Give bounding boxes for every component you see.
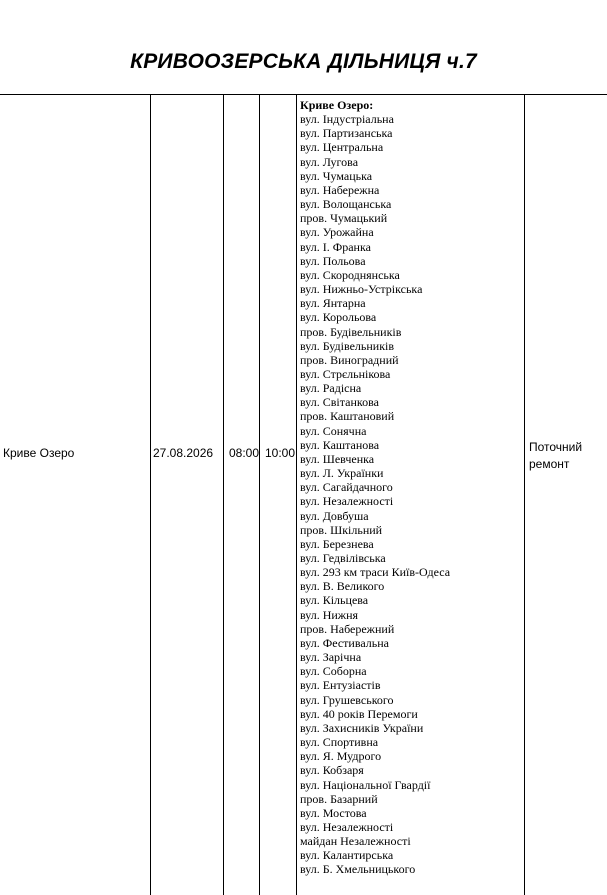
- street-item: вул. Світанкова: [300, 395, 379, 410]
- column-divider: [259, 95, 260, 895]
- street-item: вул. Чумацька: [300, 168, 373, 183]
- street-item: вул. Польова: [300, 253, 366, 268]
- work-type-cell: [529, 439, 582, 473]
- street-item: вул. Лугова: [300, 154, 359, 169]
- street-item: вул. Спортивна: [300, 735, 379, 750]
- street-item: вул. Набережна: [300, 182, 380, 197]
- page-title: КРИВООЗЕРСЬКА ДІЛЬНИЦЯ ч.7: [130, 50, 477, 73]
- street-item: вул. Грушевського: [300, 692, 394, 707]
- street-item: вул. Сагайдачного: [300, 480, 393, 495]
- street-item: вул. Ентузіастів: [300, 678, 381, 693]
- street-item: вул. В. Великого: [300, 579, 385, 594]
- street-item: вул. Березнева: [300, 536, 374, 551]
- street-item: вул. Незалежності: [300, 494, 394, 509]
- street-item: вул. Індустріальна: [300, 112, 394, 127]
- street-item: вул. Соборна: [300, 664, 367, 679]
- street-item: вул. Національної Гвардії: [300, 777, 431, 792]
- street-item: вул. Незалежності: [300, 819, 394, 834]
- outage-table: [0, 94, 607, 895]
- street-item: вул. Захисників України: [300, 720, 424, 735]
- street-item: вул. Центральна: [300, 140, 384, 155]
- street-item: вул. Скороднянська: [300, 267, 400, 282]
- street-item: вул. Фестивальна: [300, 635, 389, 650]
- street-item: вул. Урожайна: [300, 225, 374, 240]
- street-item: вул. Нижньо-Устрікська: [300, 282, 423, 297]
- street-item: пров. Шкільний: [300, 522, 383, 537]
- street-item: вул. Гедвілівська: [300, 551, 386, 565]
- street-item: вул. Радісна: [300, 381, 362, 396]
- column-divider: [296, 95, 297, 895]
- street-item: вул. І. Франка: [300, 239, 371, 254]
- street-item: вул. 293 км траси Київ-Одеса: [300, 565, 451, 580]
- work-type-line: ремонт: [529, 457, 570, 471]
- street-item: вул. Довбуша: [300, 508, 369, 523]
- street-item: пров. Будівельників: [300, 324, 402, 339]
- time-to-cell: 10:00: [265, 446, 296, 460]
- street-item: вул. Сонячна: [300, 423, 367, 438]
- street-item: вул. 40 років Перемоги: [300, 706, 418, 721]
- street-item: вул. Кільцева: [300, 593, 369, 608]
- date-cell: 27.08.2026: [153, 446, 214, 460]
- street-item: вул. Корольова: [300, 310, 377, 325]
- streets-list: [300, 98, 522, 877]
- street-item: пров. Чумацький: [300, 211, 388, 226]
- street-item: пров. Каштановий: [300, 409, 395, 424]
- street-item: вул. Шевченка: [300, 451, 375, 466]
- locality-cell: Криве Озеро: [3, 446, 75, 460]
- street-item: вул. Калантирська: [300, 848, 394, 863]
- column-divider: [524, 95, 525, 895]
- street-item: вул. Мостова: [300, 805, 367, 820]
- street-item: вул. Партизанська: [300, 126, 393, 141]
- street-item: вул. Нижня: [300, 607, 359, 622]
- streets-header: Криве Озеро:: [300, 98, 374, 112]
- column-divider: [150, 95, 151, 895]
- column-divider: [223, 95, 224, 895]
- street-item: вул. Будівельників: [300, 338, 395, 353]
- street-item: майдан Незалежності: [300, 834, 411, 849]
- street-item: вул. Кобзаря: [300, 763, 364, 778]
- street-item: пров. Набережний: [300, 621, 395, 636]
- street-item: вул. Зарічна: [300, 650, 362, 665]
- street-item: вул. Каштанова: [300, 437, 380, 452]
- street-item: вул. Волощанська: [300, 197, 392, 212]
- street-item: вул. Стрєльнікова: [300, 366, 391, 381]
- time-from-cell: 08:00: [229, 446, 260, 460]
- street-item: вул. Я. Мудрого: [300, 749, 382, 764]
- work-type-line: Поточний: [529, 440, 583, 454]
- street-item: вул. Янтарна: [300, 296, 366, 311]
- street-item: пров. Виноградний: [300, 352, 399, 367]
- street-item: вул. Л. Українки: [300, 466, 384, 481]
- street-item: пров. Базарний: [300, 791, 378, 806]
- street-item: вул. Б. Хмельницького: [300, 862, 416, 877]
